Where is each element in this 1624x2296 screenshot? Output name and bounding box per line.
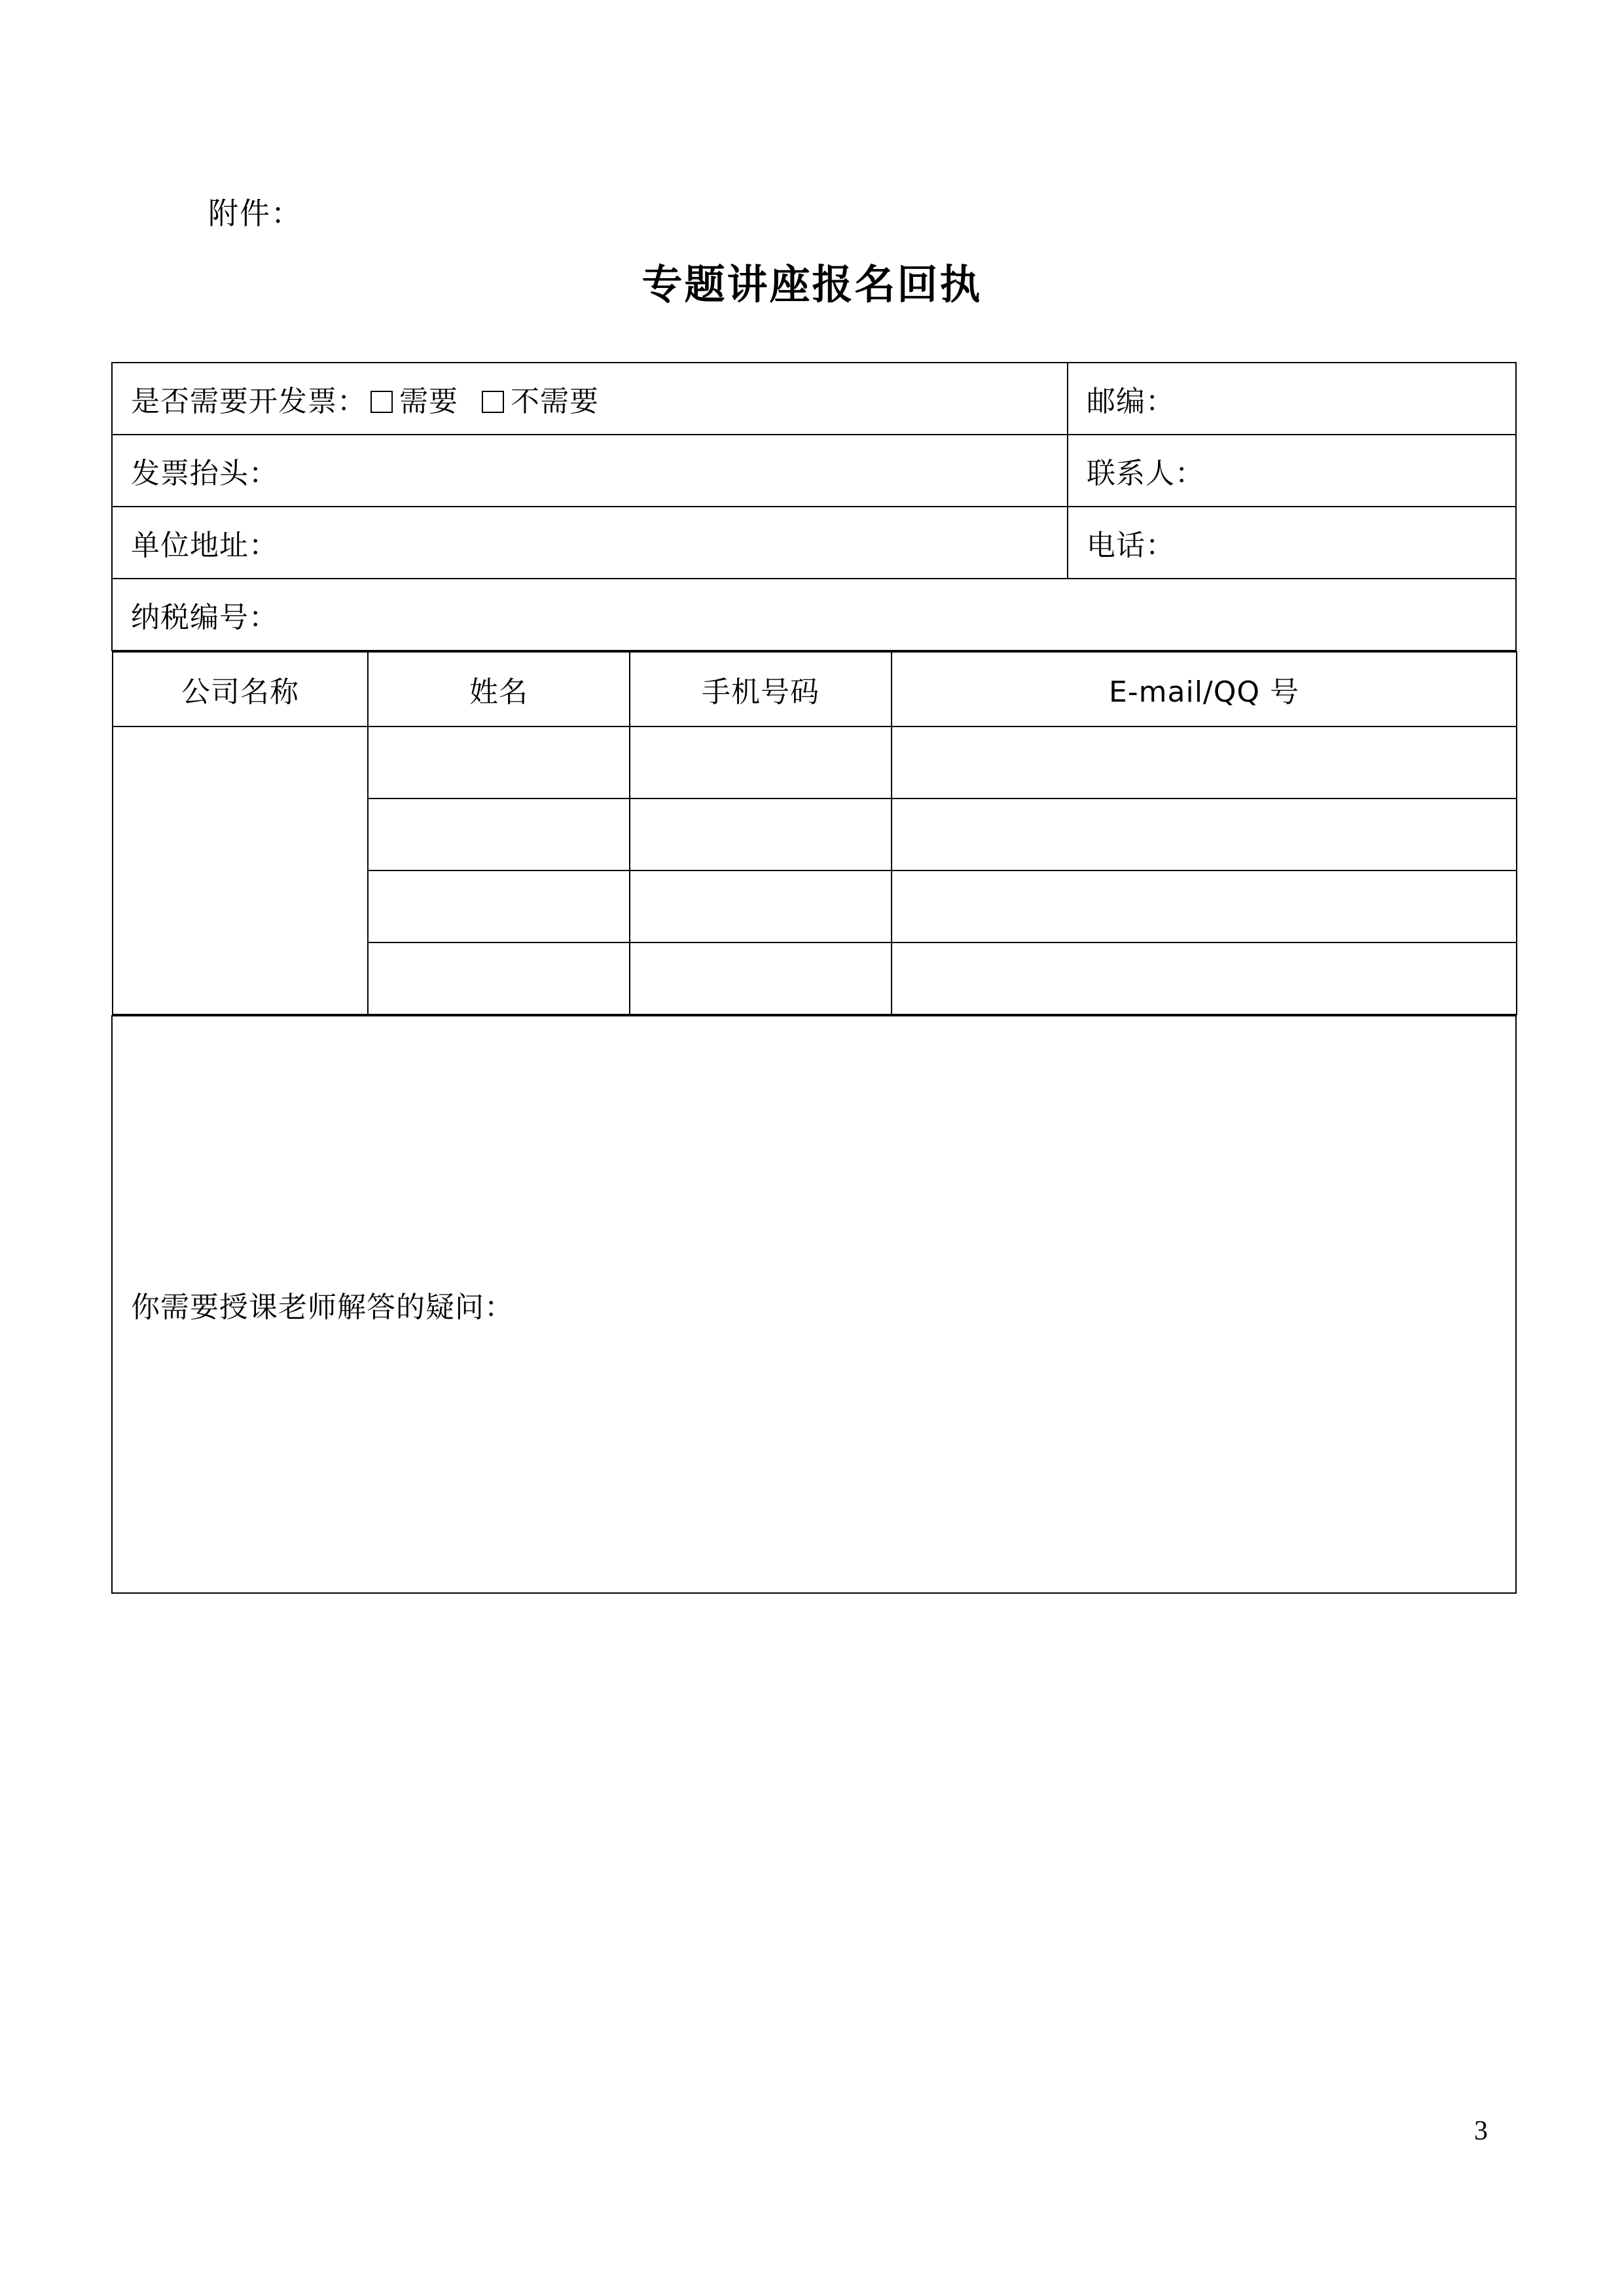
invoice-question-label: 是否需要开发票： bbox=[131, 385, 367, 418]
address-cell[interactable] bbox=[112, 507, 1068, 579]
attendee-name-cell[interactable] bbox=[368, 942, 630, 1014]
invoice-question-cell bbox=[112, 363, 1068, 435]
tax-number-cell[interactable] bbox=[112, 579, 1516, 651]
column-header-email: E-mail/QQ 号 bbox=[892, 652, 1517, 726]
attendee-name-cell[interactable] bbox=[368, 726, 630, 798]
page-number: 3 bbox=[1474, 2116, 1488, 2146]
table-row bbox=[112, 579, 1516, 651]
address-label: 单位地址： bbox=[131, 529, 278, 562]
attendees-table bbox=[112, 651, 1517, 1015]
attachment-label: 附件： bbox=[208, 196, 302, 231]
attendee-name-cell[interactable] bbox=[368, 798, 630, 870]
attendee-mobile-cell[interactable] bbox=[630, 870, 892, 942]
table-row bbox=[112, 651, 1516, 1016]
contact-label: 联系人： bbox=[1087, 457, 1204, 490]
column-header-name: 姓名 bbox=[368, 652, 630, 726]
table-row bbox=[112, 1016, 1516, 1593]
attendee-email-cell[interactable] bbox=[892, 870, 1517, 942]
table-row bbox=[112, 507, 1516, 579]
question-cell[interactable] bbox=[112, 1016, 1516, 1593]
checkbox-need-invoice-icon[interactable] bbox=[370, 391, 393, 413]
phone-cell[interactable] bbox=[1068, 507, 1516, 579]
postcode-cell[interactable] bbox=[1068, 363, 1516, 435]
attendees-container bbox=[112, 651, 1516, 1016]
attendee-mobile-cell[interactable] bbox=[630, 798, 892, 870]
phone-label: 电话： bbox=[1087, 529, 1175, 562]
contact-cell[interactable] bbox=[1068, 435, 1516, 507]
attendee-company-cell[interactable] bbox=[113, 726, 368, 1014]
checkbox-no-invoice-icon[interactable] bbox=[482, 391, 504, 413]
invoice-option-yes-label: 需要 bbox=[399, 385, 458, 418]
column-header-company: 公司名称 bbox=[113, 652, 368, 726]
tax-number-label: 纳税编号： bbox=[131, 601, 278, 634]
column-header-mobile: 手机号码 bbox=[630, 652, 892, 726]
attendee-mobile-cell[interactable] bbox=[630, 726, 892, 798]
postcode-label: 邮编： bbox=[1087, 385, 1175, 418]
invoice-option-no-label: 不需要 bbox=[510, 385, 599, 418]
table-row bbox=[112, 435, 1516, 507]
attendees-header-row bbox=[113, 652, 1517, 726]
invoice-title-label: 发票抬头： bbox=[131, 457, 278, 490]
invoice-title-cell[interactable] bbox=[112, 435, 1068, 507]
attendee-name-cell[interactable] bbox=[368, 870, 630, 942]
table-row bbox=[113, 726, 1517, 798]
attendee-email-cell[interactable] bbox=[892, 942, 1517, 1014]
registration-form-table bbox=[111, 362, 1517, 1594]
question-label: 你需要授课老师解答的疑问： bbox=[131, 1291, 514, 1324]
attendee-email-cell[interactable] bbox=[892, 798, 1517, 870]
table-row bbox=[112, 363, 1516, 435]
attendee-mobile-cell[interactable] bbox=[630, 942, 892, 1014]
page-title: 专题讲座报名回执 bbox=[641, 260, 983, 308]
attendee-email-cell[interactable] bbox=[892, 726, 1517, 798]
